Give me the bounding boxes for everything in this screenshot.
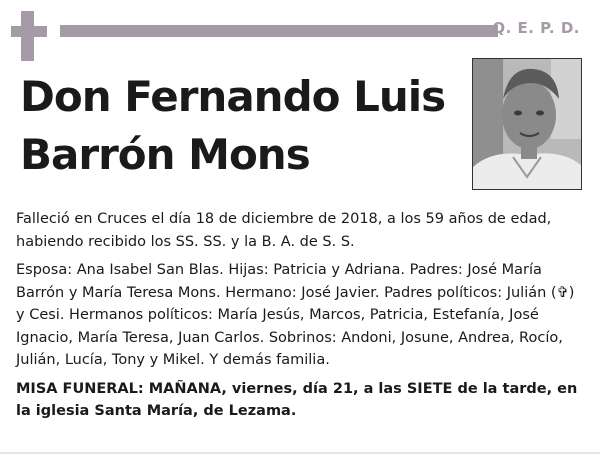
- deceased-name: Don Fernando Luis Barrón Mons: [20, 72, 446, 179]
- family-paragraph: Esposa: Ana Isabel San Blas. Hijas: Patricia y Adriana. Padres: José María Barrón y María Teresa Mons. Hermano: José Javier. Padres políticos: Julián (✞) y Cesi. Hermanos políticos: María Jesús, Marcos, Patricia, Estefanía, José Ignacio, María Teresa, Juan Carlos. Sobrinos: Andoni, Josune, Andrea, Rocío, Julián, Lucía, Tony y Mikel. Y demás familia.: [16, 262, 575, 368]
- qepd-label: Q. E. P. D.: [492, 19, 580, 37]
- funeral-paragraph: MISA FUNERAL: MAÑANA, viernes, día 21, a las SIETE de la tarde, en la iglesia Santa María, de Lezama.: [16, 380, 578, 419]
- portrait-photo-image: [473, 59, 581, 189]
- cross-horizontal-bar: [11, 26, 47, 37]
- header-rule: [60, 25, 498, 37]
- notice-body: [16, 208, 582, 429]
- portrait-photo: [472, 58, 582, 190]
- cross-icon: [11, 11, 47, 61]
- death-notice-paragraph: Falleció en Cruces el día 18 de diciembre de 2018, a los 59 años de edad, habiendo recibido los SS. SS. y la B. A. de S. S.: [16, 211, 552, 250]
